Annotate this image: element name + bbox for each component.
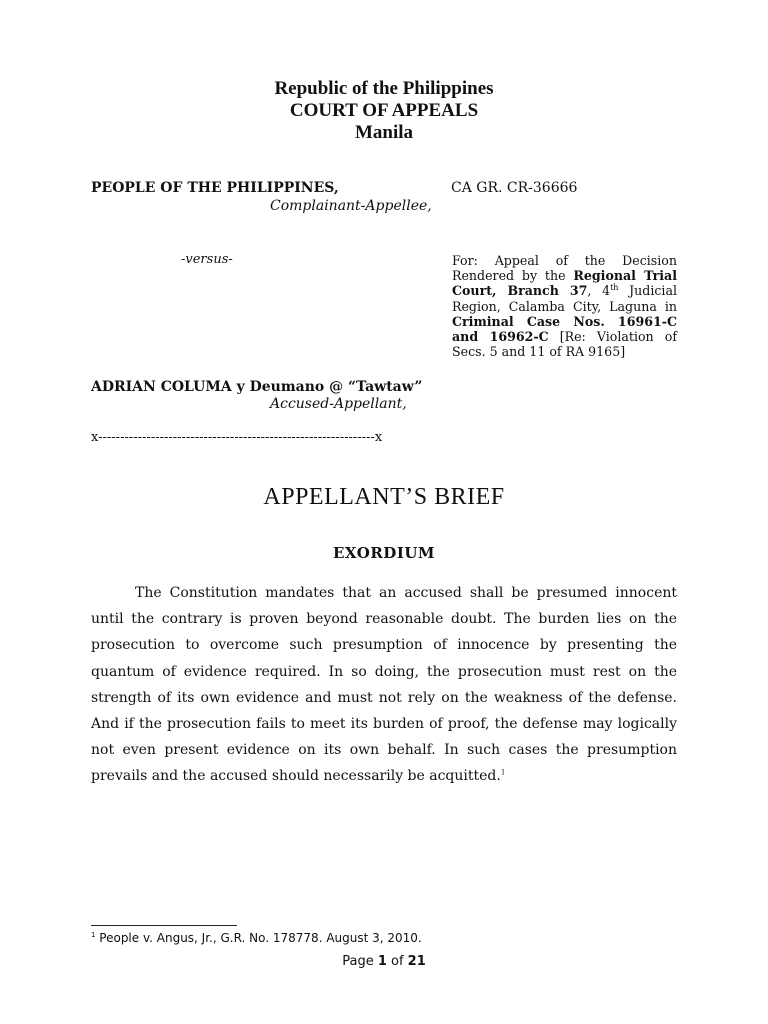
page-current: 1: [377, 954, 387, 969]
page-number: [0, 954, 768, 969]
page-middle: of: [386, 954, 408, 969]
footnote-rule: [91, 925, 237, 926]
versus-label: -versus-: [181, 252, 233, 267]
appeal-text-4: [Re: Violation of Secs. 5 and 11 of RA 9165]: [452, 329, 677, 360]
appeal-court: Regional Trial Court, Branch 37: [452, 268, 677, 299]
defendant-name: ADRIAN COLUMA y Deumano @ “Tawtaw”: [91, 379, 423, 395]
header-court: COURT OF APPEALS: [289, 100, 479, 121]
case-number: CA GR. CR-36666: [451, 180, 578, 196]
footnote-reference: 1: [500, 768, 506, 777]
caption-separator: x---------------------------------------------------------------x: [91, 430, 383, 445]
court-header: [0, 78, 768, 144]
plaintiff-role: Complainant-Appellee,: [270, 198, 432, 214]
paragraph-text: The Constitution mandates that an accused shall be presumed innocent until the contrary is proven beyond reasonable doubt. The burden lies on the prosecution to overcome such presumption of innocence by presenting the quantum of evidence required. In so doing, the prosecution must rest on the strength of its own evidence and must not rely on the weakness of the defense. And if the prosecution fails to meet its burden of proof, the defense may logically not even present evidence on its own behalf. In such cases the presumption prevails and the accused should necessarily be acquitted.: [91, 585, 677, 785]
appeal-description: [452, 253, 677, 359]
footnote-text: People v. Angus, Jr., G.R. No. 178778. August 3, 2010.: [95, 931, 422, 945]
appeal-text-3: Judicial Region, Calamba City, Laguna in: [452, 283, 677, 314]
footnote: [91, 931, 422, 945]
brief-title: APPELLANT’S BRIEF: [263, 484, 505, 510]
exordium-paragraph: [91, 580, 677, 790]
header-city: Manila: [354, 122, 414, 143]
page-prefix: Page: [342, 954, 378, 969]
appeal-case-numbers: Criminal Case Nos. 16961-C and 16962-C: [452, 313, 677, 345]
appeal-superscript: th: [610, 283, 619, 293]
appeal-text-2: , 4: [587, 283, 611, 299]
defendant-role: Accused-Appellant,: [270, 396, 407, 412]
page-total: 21: [407, 954, 426, 969]
plaintiff-name: PEOPLE OF THE PHILIPPINES,: [91, 180, 339, 196]
footnote-marker: 1: [91, 931, 96, 939]
header-republic: Republic of the Philippines: [274, 78, 494, 99]
appeal-text-1: For: Appeal of the Decision Rendered by the: [452, 253, 677, 284]
section-heading: EXORDIUM: [332, 544, 436, 562]
